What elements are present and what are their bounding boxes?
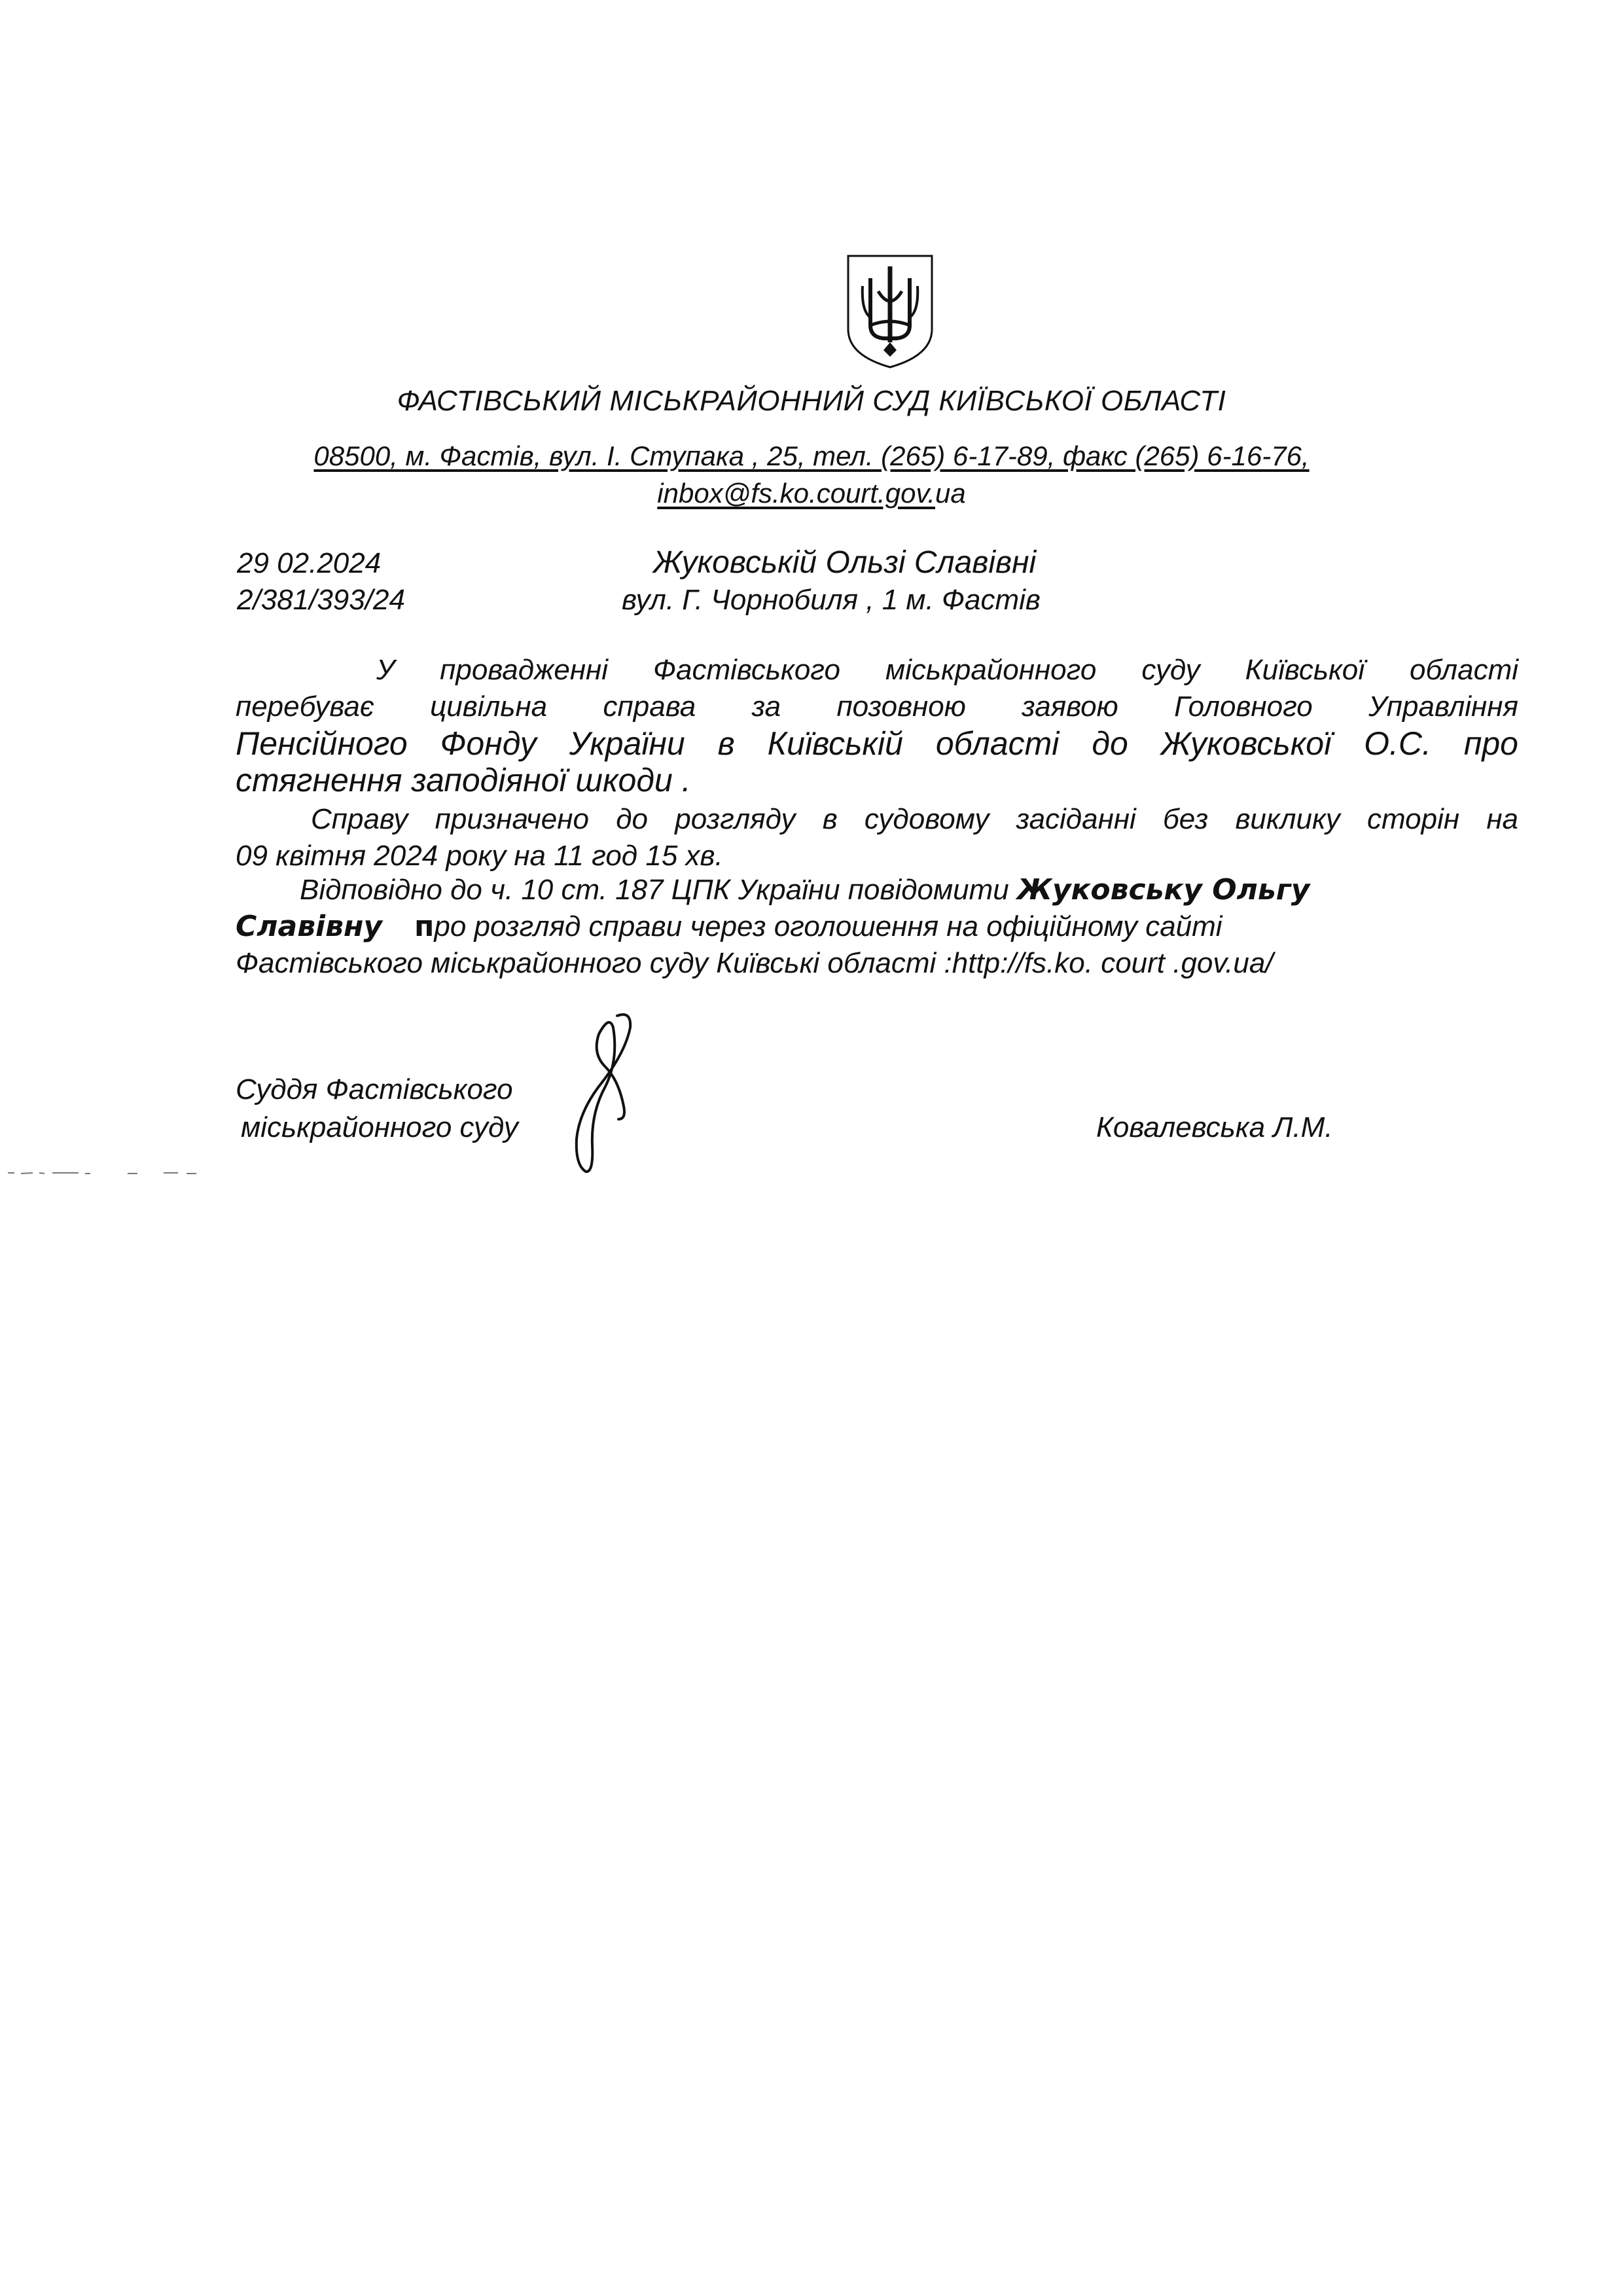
recipient-address: вул. Г. Чорнобиля , 1 м. Фастів	[622, 584, 1041, 616]
proceedings-line-1: У провадженні Фастівського міськрайонного суду Київської області	[376, 654, 1518, 686]
proceedings-line-4: стягнення заподіяної шкоди .	[236, 762, 691, 798]
court-email-tail: ua	[935, 478, 966, 509]
hearing-line-2: 09 квітня 2024 року на 11 год 15 хв.	[236, 840, 723, 872]
notification-line-1	[236, 872, 1518, 908]
paragraph-notification	[236, 872, 1518, 982]
addressee-patronymic-bold: Славівну	[236, 910, 383, 943]
letter-date: 29 02.2024	[237, 547, 382, 579]
scan-noise-marks	[7, 1170, 203, 1175]
court-address-line: 08500, м. Фастів, вул. І. Ступака , 25, тел. (265) 6-17-89, факс (265) 6-16-76,	[313, 440, 1310, 471]
notification-text-a: Відповідно до ч. 10 ст. 187 ЦПК України повідомити	[300, 874, 1018, 906]
proceedings-line-3: Пенсійного Фонду України в Київській області до Жуковської О.С. про	[236, 725, 1518, 762]
notification-line-2	[236, 908, 1518, 945]
bold-letter-p: п	[414, 910, 435, 943]
judge-title-line-1: Суддя Фастівського	[236, 1073, 513, 1105]
addressee-name-bold: Жуковську Ольгу	[1017, 873, 1310, 906]
judge-name: Ковалевська Л.М.	[1096, 1111, 1333, 1143]
notification-text-c: ро розгляд справи через оголошення на офіційному сайті	[434, 910, 1222, 942]
case-number: 2/381/393/24	[237, 584, 405, 616]
paragraph-proceedings	[236, 652, 1518, 798]
court-name: ФАСТІВСЬКИЙ МІСЬКРАЙОННИЙ СУД КИЇВСЬКОЇ ОБЛАСТІ	[397, 385, 1226, 417]
hearing-line-1: Справу призначено до розгляду в судовому засіданні без виклику сторін на	[311, 803, 1518, 835]
notification-line-3: Фастівського міськрайонного суду Київські області :http://fs.ko. court .gov.ua/	[236, 947, 1274, 979]
court-email-link[interactable]: inbox@fs.ko.court.gov.	[657, 478, 935, 509]
paragraph-hearing	[236, 801, 1518, 874]
proceedings-line-2: перебуває цивільна справа за позовною заявою Головного Управління	[236, 691, 1518, 723]
court-email	[0, 478, 1623, 509]
coat-of-arms-emblem	[844, 252, 936, 370]
court-address	[0, 440, 1623, 472]
recipient-name: Жуковській Ользі Славівні	[653, 545, 1037, 580]
judge-title-line-2: міськрайонного суду	[241, 1111, 518, 1143]
judge-signature	[553, 1008, 651, 1178]
